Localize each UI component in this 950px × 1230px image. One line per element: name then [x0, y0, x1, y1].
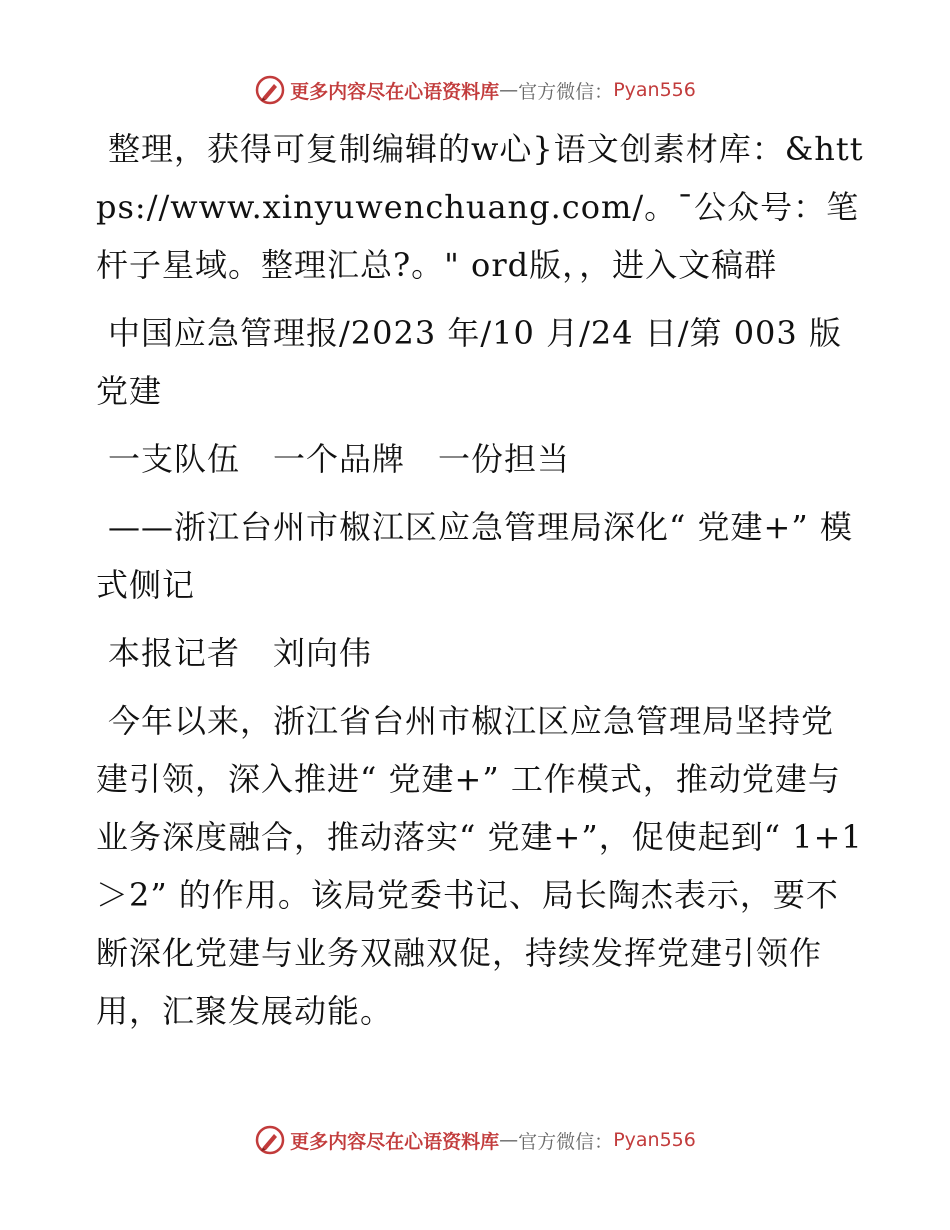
banner-wechat-label: 官方微信： — [518, 80, 614, 103]
source-line: 中国应急管理报/2023 年/10 月/24 日/第 003 版党建 — [96, 314, 842, 410]
intro-paragraph: 整理，获得可复制编辑的w心}语文创素材库：&https://www.xinyuwenchuang.com/。¯公众号：笔杆子星域。整理汇总?。" ord版，，进入文稿群 — [96, 130, 864, 284]
banner-separator: — — [499, 1129, 519, 1151]
article-subtitle: ——浙江台州市椒江区应急管理局深化“ 党建+” 模式侧记 — [96, 508, 853, 604]
pen-logo-icon — [254, 1124, 286, 1156]
banner-wechat-label: 官方微信： — [518, 1130, 614, 1153]
byline: 本报记者 刘向伟 — [108, 634, 373, 672]
banner-wechat-id: Pyan556 — [613, 79, 696, 101]
article-title: 一支队伍 一个品牌 一份担当 — [108, 440, 571, 478]
header-watermark-banner — [0, 70, 950, 110]
body-paragraph: 今年以来，浙江省台州市椒江区应急管理局坚持党建引领，深入推进“ 党建+” 工作模式，推动党建与业务深度融合，推动落实“ 党建+”，促使起到“ 1+1＞2” 的作用。该局党委书记、局长陶杰表示，要不断深化党建与业务双融双促，持续发挥党建引领作用，汇聚发展动能。 — [96, 702, 863, 1030]
banner-separator: — — [499, 79, 519, 101]
banner-wechat-id: Pyan556 — [613, 1129, 696, 1151]
pen-logo-icon — [254, 74, 286, 106]
document-body — [96, 120, 866, 1050]
banner-text: 更多内容尽在心语资料库 — [290, 1130, 500, 1153]
banner-text: 更多内容尽在心语资料库 — [290, 80, 500, 103]
footer-watermark-banner — [0, 1120, 950, 1160]
